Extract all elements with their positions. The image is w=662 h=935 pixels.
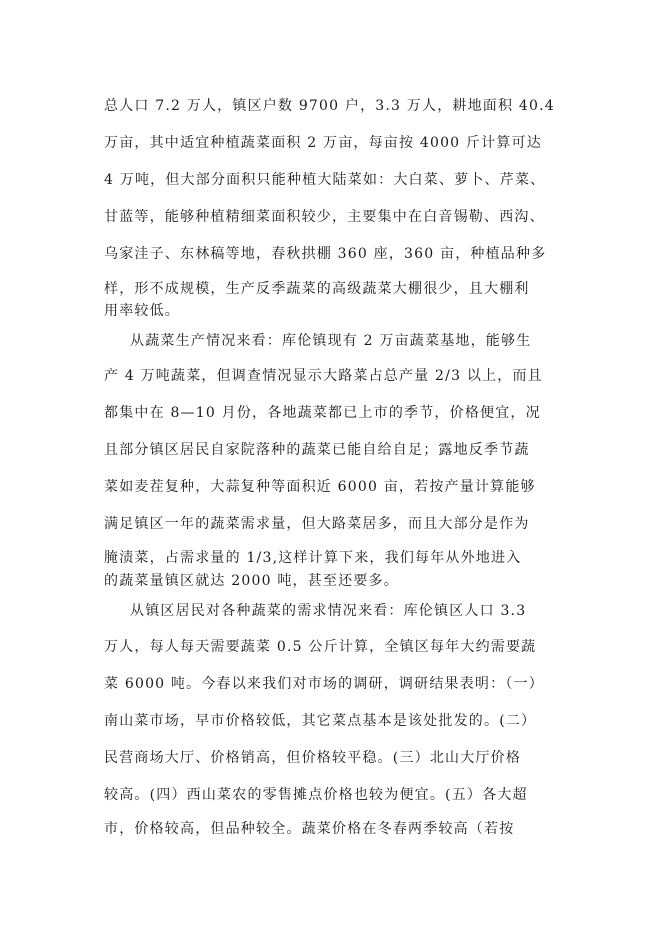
p2-line-4: 且部分镇区居民自家院落种的蔬菜已能自给自足；露地反季节蔬: [104, 442, 530, 458]
p3-line-2: 万人，每人每天需要蔬菜 0.5 公斤计算，全镇区每年大约需要蔬: [104, 639, 537, 655]
p3-line-4: 南山菜市场，早市价格较低，其它菜点基本是该处批发的。(二）: [104, 713, 537, 729]
p2-line-2: 产 4 万吨蔬菜，但调查情况显示大路菜占总产量 2/3 以上，而且: [104, 368, 543, 384]
p2-line-6: 满足镇区一年的蔬菜需求量，但大路菜居多，而且大部分是作为: [104, 516, 530, 532]
p2-line-7: 腌渍菜，占需求量的 1/3,这样计算下来，我们每年从外地进入: [104, 550, 522, 566]
p1-line-4: 甘蓝等，能够种植精细菜面积较少，主要集中在白音锡勒、西沟、: [104, 209, 545, 225]
p3-line-3: 菜 6000 吨。今春以来我们对市场的调研，调研结果表明：（一）: [104, 676, 544, 692]
p2-line-8: 的蔬菜量镇区就达 2000 吨，甚至还要多。: [104, 573, 399, 589]
p3-line-6: 较高。(四）西山菜农的零售摊点价格也较为便宜。(五）各大超: [104, 787, 528, 803]
p3-line-1: 从镇区居民对各种蔬菜的需求情况来看：库伦镇区人口 3.3: [130, 603, 527, 619]
p1-line-5: 乌家洼子、东林稿等地，春秋拱棚 360 座，360 亩，种植品种多: [104, 246, 547, 262]
p2-line-3: 都集中在 8—10 月份，各地蔬菜都已上市的季节，价格便宜，况: [104, 405, 541, 421]
p3-line-5: 民营商场大厅、价格销高，但价格较平稳。(三）北山大厅价格: [104, 750, 522, 766]
p1-line-2: 万亩，其中适宜种植蔬菜面积 2 万亩，每亩按 4000 斤计算可达: [104, 135, 542, 151]
p1-line-1: 总人口 7.2 万人，镇区户数 9700 户，3.3 万人，耕地面积 40.4: [104, 98, 555, 114]
p1-line-6: 样，形不成规模，生产反季蔬菜的高级蔬菜大棚很少，且大棚利: [104, 281, 530, 297]
p1-line-7: 用率较低。: [104, 303, 180, 319]
p3-line-7: 市，价格较高，但品种较全。蔬菜价格在冬春两季较高（若按: [104, 821, 515, 837]
p2-line-5: 菜如麦茬复种，大蒜复种等面积近 6000 亩，若按产量计算能够: [104, 479, 536, 495]
p1-line-3: 4 万吨，但大部分面积只能种植大陆菜如：大白菜、萝卜、芹菜、: [104, 172, 546, 188]
p2-line-1: 从蔬菜生产情况来看：库伦镇现有 2 万亩蔬菜基地，能够生: [130, 333, 532, 349]
